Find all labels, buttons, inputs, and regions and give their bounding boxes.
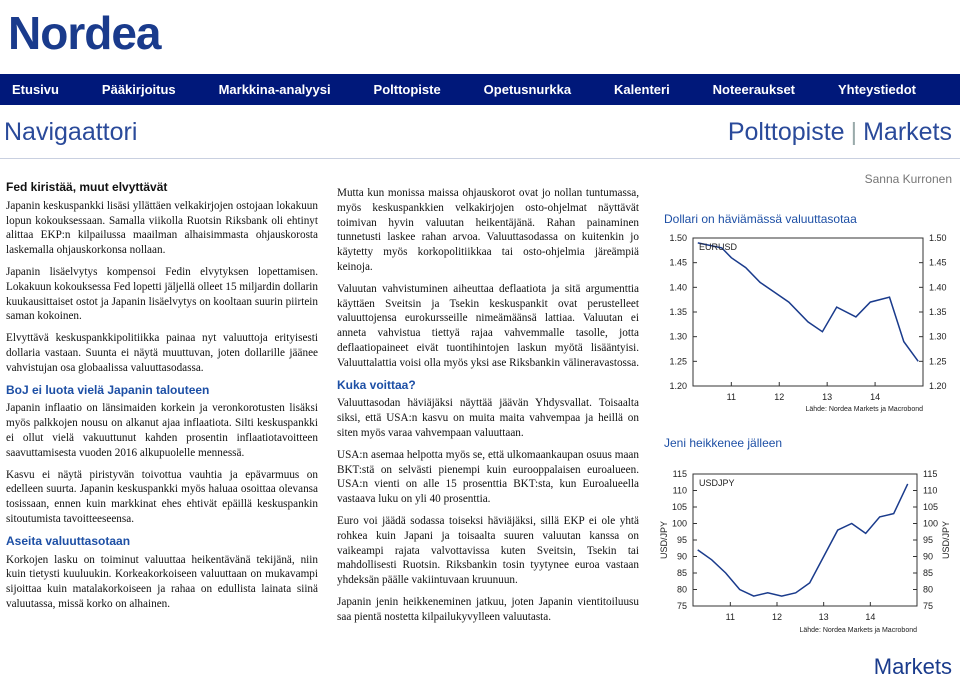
y2-axis-label: USD/JPY	[941, 520, 951, 560]
series-line	[698, 484, 908, 596]
y-tick-label-right: 1.50	[929, 233, 947, 243]
paragraph: Euro voi jäädä sodassa toiseksi häviäjäksi, sillä EKP ei ole yhtä rohkea kuin Japani ja toisaalta suuren valuutan kanssa on vaikeampi rajata valvottavissa kuten Sveitsin, Tsekin tai mahdollisesti Ruotsin. Riksbankin tosin tyytynee euroa vastaan yhdeksän päälle vakiintuvaan kruunuun.	[337, 514, 639, 587]
article-column-1	[6, 180, 318, 619]
paragraph: Japanin inflaatio on länsimaiden korkein ja veronkorotusten lisäksi myös palkkojen nousu on alkanut ajaa inflaatiota. Silti keskuspankki ei ollut vielä vakuuttunut kahden prosentin inflaatiotavoitteen saavuttamisesta vuoden 2016 alkupuolelle mennessä.	[6, 402, 318, 459]
chart-source: Lähde: Nordea Markets ja Macrobond	[799, 627, 917, 634]
y-axis-label: USD/JPY	[659, 520, 669, 560]
usdjpy-chart	[655, 462, 955, 640]
y-tick-label-left: 1.40	[669, 282, 687, 293]
nav-item-paakirjoitus[interactable]: Pääkirjoitus	[101, 82, 176, 97]
title-separator: |	[850, 118, 858, 146]
y-tick-label-left: 1.35	[669, 307, 687, 317]
y-tick-label-left: 1.50	[669, 233, 687, 243]
y-tick-label-left: 105	[671, 502, 687, 512]
x-tick-label: 11	[725, 612, 736, 622]
section-title	[728, 118, 952, 147]
author-name: Sanna Kurronen	[864, 172, 952, 186]
paragraph: Kasvu ei näytä piristyvän toivottua vauhtia ja epävarmuus on edelleen suurta. Japanin keskuspankki myös haluaa osoittaa olevansa tosissaan, ennen kuin markkinat ehes ehtivät epäillä keskuspankin sitoutumista tavoitteeseensa.	[6, 468, 318, 525]
paragraph: Japanin keskuspankki lisäsi yllättäen velkakirjojen ostojaan lokakuun lopun kokouksessaan. Samalla viikolla Ruotsin Riksbank oli ehtinyt alittaa EKP:n kilpailussa maailman alhaisimmasta ohjauskorosta laskemalla ohjauskorkonsa nollaan.	[6, 199, 318, 257]
y-tick-label-right: 1.45	[929, 257, 947, 268]
y-tick-label-left: 1.20	[669, 381, 687, 391]
y-tick-label-right: 105	[923, 502, 939, 512]
paragraph: Korkojen lasku on toiminut valuuttaa heikentävänä tekijänä, niin kuin tietysti kuuluukin. Korkeakorkoiseen valuuttaan on mukavampi sijoittaa kuin matalakorkoiseen ja rahaa on edullista lainata siinä valuutassa, missä korko on alhainen.	[6, 553, 318, 610]
paragraph: Valuutan vahvistuminen aiheuttaa deflaatiota ja sitä argumenttia käyttäen Sveitsin ja Tsekin keskuspankit ovat perustelleet valuuttojensa eurokursseille nimeämäänsä lattiaa. Valuutan ei anneta vahvistua tiettyä rajaa vahvemmalle tasolle, jotta deflaatiopaineet eivät tuontihintojen laskun myötä lisääntyisi. Valuuttalattia voisi olla myös yksi ase Riksbankin välineravastossa.	[337, 282, 640, 369]
chart-title-usdjpy: Jeni heikkenee jälleen	[664, 436, 783, 450]
main-nav	[0, 74, 960, 105]
plot-frame	[693, 238, 923, 386]
header-divider	[0, 158, 960, 159]
nav-item-noteeraukset[interactable]: Noteeraukset	[712, 82, 796, 97]
y-tick-label-left: 75	[676, 601, 687, 611]
x-tick-label: 13	[818, 612, 829, 622]
nav-item-opetusnurkka[interactable]: Opetusnurkka	[483, 82, 572, 97]
markets-logo: Markets	[873, 654, 952, 679]
paragraph: USA:n asemaa helpotta myös se, että ulkomaankaupan osuus maan BKT:stä on selvästi pienempi kuin eurooppalaisen euroalueen. USA:n vienti on alle 15 prosenttia BKT:sta, kun Euroalueella vastaava luku on yli 40 prosenttia.	[337, 448, 639, 506]
paragraph: Elvyttävä keskuspankkipolitiikka painaa nyt valuuttoja erityisesti dollaria vastaan. Suunta ei näytä muuttuvan, joten dollarille jäänee vahvistujan osa globaalissa valuuttasodassa.	[6, 332, 318, 374]
y-tick-label-left: 85	[676, 568, 687, 578]
y-tick-label-left: 90	[676, 551, 687, 562]
article-column-2	[337, 186, 639, 632]
paragraph: Valuuttasodan häviäjäksi näyttää jäävän Yhdysvallat. Toisaalta siksi, että USA:n kasvu on muita maita vahvempaa ja heillä on siten myös varaa vahvempaan valuuttaan.	[337, 397, 639, 439]
x-tick-label: 14	[870, 392, 881, 402]
y-tick-label-left: 1.30	[669, 331, 687, 342]
y-tick-label-right: 1.40	[929, 282, 947, 293]
heading-kuka-voittaa: Kuka voittaa?	[337, 377, 416, 392]
x-tick-label: 12	[774, 392, 785, 402]
heading-aseita: Aseita valuuttasotaan	[6, 533, 131, 548]
publication-title: Navigaattori	[4, 118, 138, 146]
y-tick-label-left: 115	[672, 469, 687, 479]
y-tick-label-left: 1.25	[669, 356, 687, 367]
y-tick-label-right: 1.25	[929, 356, 947, 367]
nav-item-etusivu[interactable]: Etusivu	[12, 82, 59, 97]
chart-source: Lähde: Nordea Markets ja Macrobond	[805, 406, 923, 413]
nav-item-yhteystiedot[interactable]: Yhteystiedot	[837, 82, 916, 97]
series-line	[698, 243, 918, 361]
eurusd-chart	[655, 228, 955, 418]
legend-label: USDJPY	[699, 478, 735, 488]
x-tick-label: 14	[865, 612, 876, 622]
x-tick-label: 12	[771, 612, 783, 622]
y-tick-label-right: 85	[923, 568, 934, 578]
section-brand: Markets	[863, 118, 952, 146]
x-tick-label: 13	[822, 392, 833, 402]
y-tick-label-right: 1.35	[929, 307, 947, 317]
heading-boj: BoJ ei luota vielä Japanin talouteen	[6, 382, 210, 397]
y-tick-label-right: 1.20	[929, 381, 947, 391]
x-tick-label: 11	[726, 392, 737, 402]
nav-item-markkina-analyysi[interactable]: Markkina-analyysi	[218, 82, 331, 97]
y-tick-label-left: 110	[672, 485, 687, 496]
paragraph: Mutta kun monissa maissa ohjauskorot ovat jo nollan tuntumassa, myös keskuspankkien velkakirjojen osto-ohjelmat näyttävät toimivan hyvin valuutan heikentäjänä. Rahan painaminen tunnetusti laskee rahan arvoa. Valuuttasodassa on kuitenkin jo käytetty myös korkopolitiikkaa tai osto-ohjelmia järeämpiä keinoja.	[337, 187, 639, 273]
y-tick-label-left: 95	[676, 535, 687, 545]
y-tick-label-right: 90	[923, 551, 934, 562]
nav-item-kalenteri[interactable]: Kalenteri	[614, 82, 670, 97]
y-tick-label-left: 80	[676, 584, 687, 595]
legend-label: EURUSD	[699, 242, 738, 252]
y-tick-label-right: 110	[923, 485, 938, 496]
y-tick-label-right: 80	[923, 584, 934, 595]
nordea-logo: Nordea	[8, 7, 161, 59]
nav-item-polttopiste[interactable]: Polttopiste	[373, 82, 441, 97]
chart-title-eurusd: Dollari on häviämässä valuuttasotaa	[664, 212, 857, 226]
y-tick-label-right: 95	[923, 535, 934, 545]
y-tick-label-right: 1.30	[929, 331, 947, 342]
y-tick-label-right: 75	[923, 601, 934, 611]
paragraph: Japanin lisäelvytys kompensoi Fedin elvytyksen lopettamisen. Lokakuun kokouksessa Fed lopetti jäljellä olleet 15 miljardin dollarin kuukausittaiset ostot ja Japanin lisäelvytys on kooltaan suurin piirtein saman kokoinen.	[6, 265, 318, 323]
y-tick-label-left: 1.45	[669, 257, 687, 268]
y-tick-label-left: 100	[671, 518, 687, 529]
y-tick-label-right: 100	[923, 518, 939, 529]
y-tick-label-right: 115	[923, 469, 938, 479]
heading-fed: Fed kiristää, muut elvyttävät	[6, 180, 168, 194]
section-name: Polttopiste	[727, 118, 845, 146]
paragraph: Japanin jenin heikkeneminen jatkuu, joten Japanin vientitoiluusu saa pientä nostetta kilpailukyvylleen valuutasta.	[337, 595, 639, 623]
